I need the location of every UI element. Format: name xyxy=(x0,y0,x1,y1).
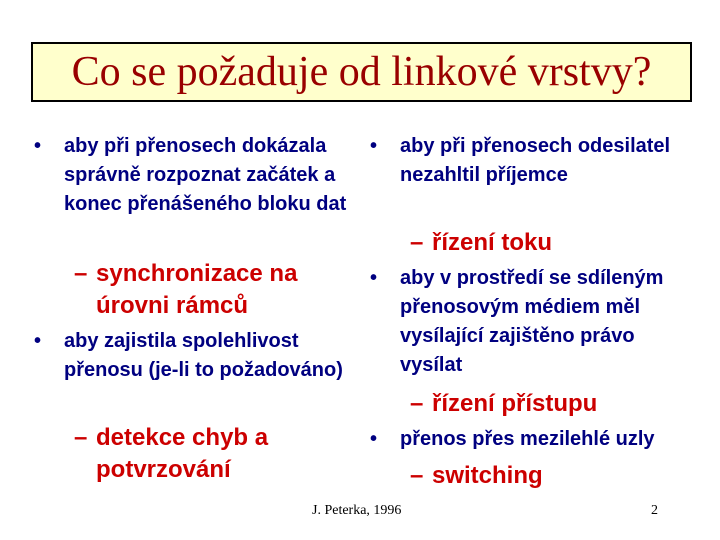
bullet-glyph: • xyxy=(370,267,378,289)
left-column xyxy=(34,132,354,486)
bullet-glyph: • xyxy=(370,428,378,450)
bullet-text: aby zajistila spolehlivost přenosu (je-li to požadováno) xyxy=(64,330,343,381)
bullet-item xyxy=(34,327,354,422)
page-number: 2 xyxy=(651,503,658,518)
bullet-glyph: • xyxy=(370,135,378,157)
bullet-text: aby při přenosech dokázala správně rozpoznat začátek a konec přenášeného bloku dat xyxy=(64,135,347,215)
dash-glyph: – xyxy=(74,424,88,451)
sub-text: synchronizace na úrovni rámců xyxy=(96,260,298,319)
bullet-text: aby v prostředí se sdíleným přenosovým médiem měl vysílající zajištěno právo vysílat xyxy=(400,267,664,376)
bullet-text: aby při přenosech odesilatel nezahltil příjemce xyxy=(400,135,671,186)
dash-glyph: – xyxy=(74,260,88,287)
sub-item xyxy=(410,388,700,425)
bullet-item xyxy=(370,425,700,460)
sub-item xyxy=(74,258,354,327)
right-column xyxy=(370,132,700,492)
sub-text: řízení toku xyxy=(432,229,553,256)
sub-text: switching xyxy=(432,462,543,489)
sub-item xyxy=(74,422,354,486)
sub-text: řízení přístupu xyxy=(432,390,598,417)
dash-glyph: – xyxy=(410,229,424,256)
bullet-glyph: • xyxy=(34,330,42,352)
bullet-item xyxy=(370,264,700,388)
bullet-item xyxy=(370,132,700,227)
bullet-text: přenos přes mezilehlé uzly xyxy=(400,428,655,450)
dash-glyph: – xyxy=(410,462,424,489)
footer-author: J. Peterka, 1996 xyxy=(312,503,402,518)
slide-title-box xyxy=(31,42,692,102)
slide-title: Co se požaduje od linkové vrstvy? xyxy=(71,49,652,95)
bullet-item xyxy=(34,132,354,258)
sub-text: detekce chyb a potvrzování xyxy=(96,424,269,483)
bullet-glyph: • xyxy=(34,135,42,157)
sub-item xyxy=(410,460,700,492)
dash-glyph: – xyxy=(410,390,424,417)
sub-item xyxy=(410,227,700,264)
